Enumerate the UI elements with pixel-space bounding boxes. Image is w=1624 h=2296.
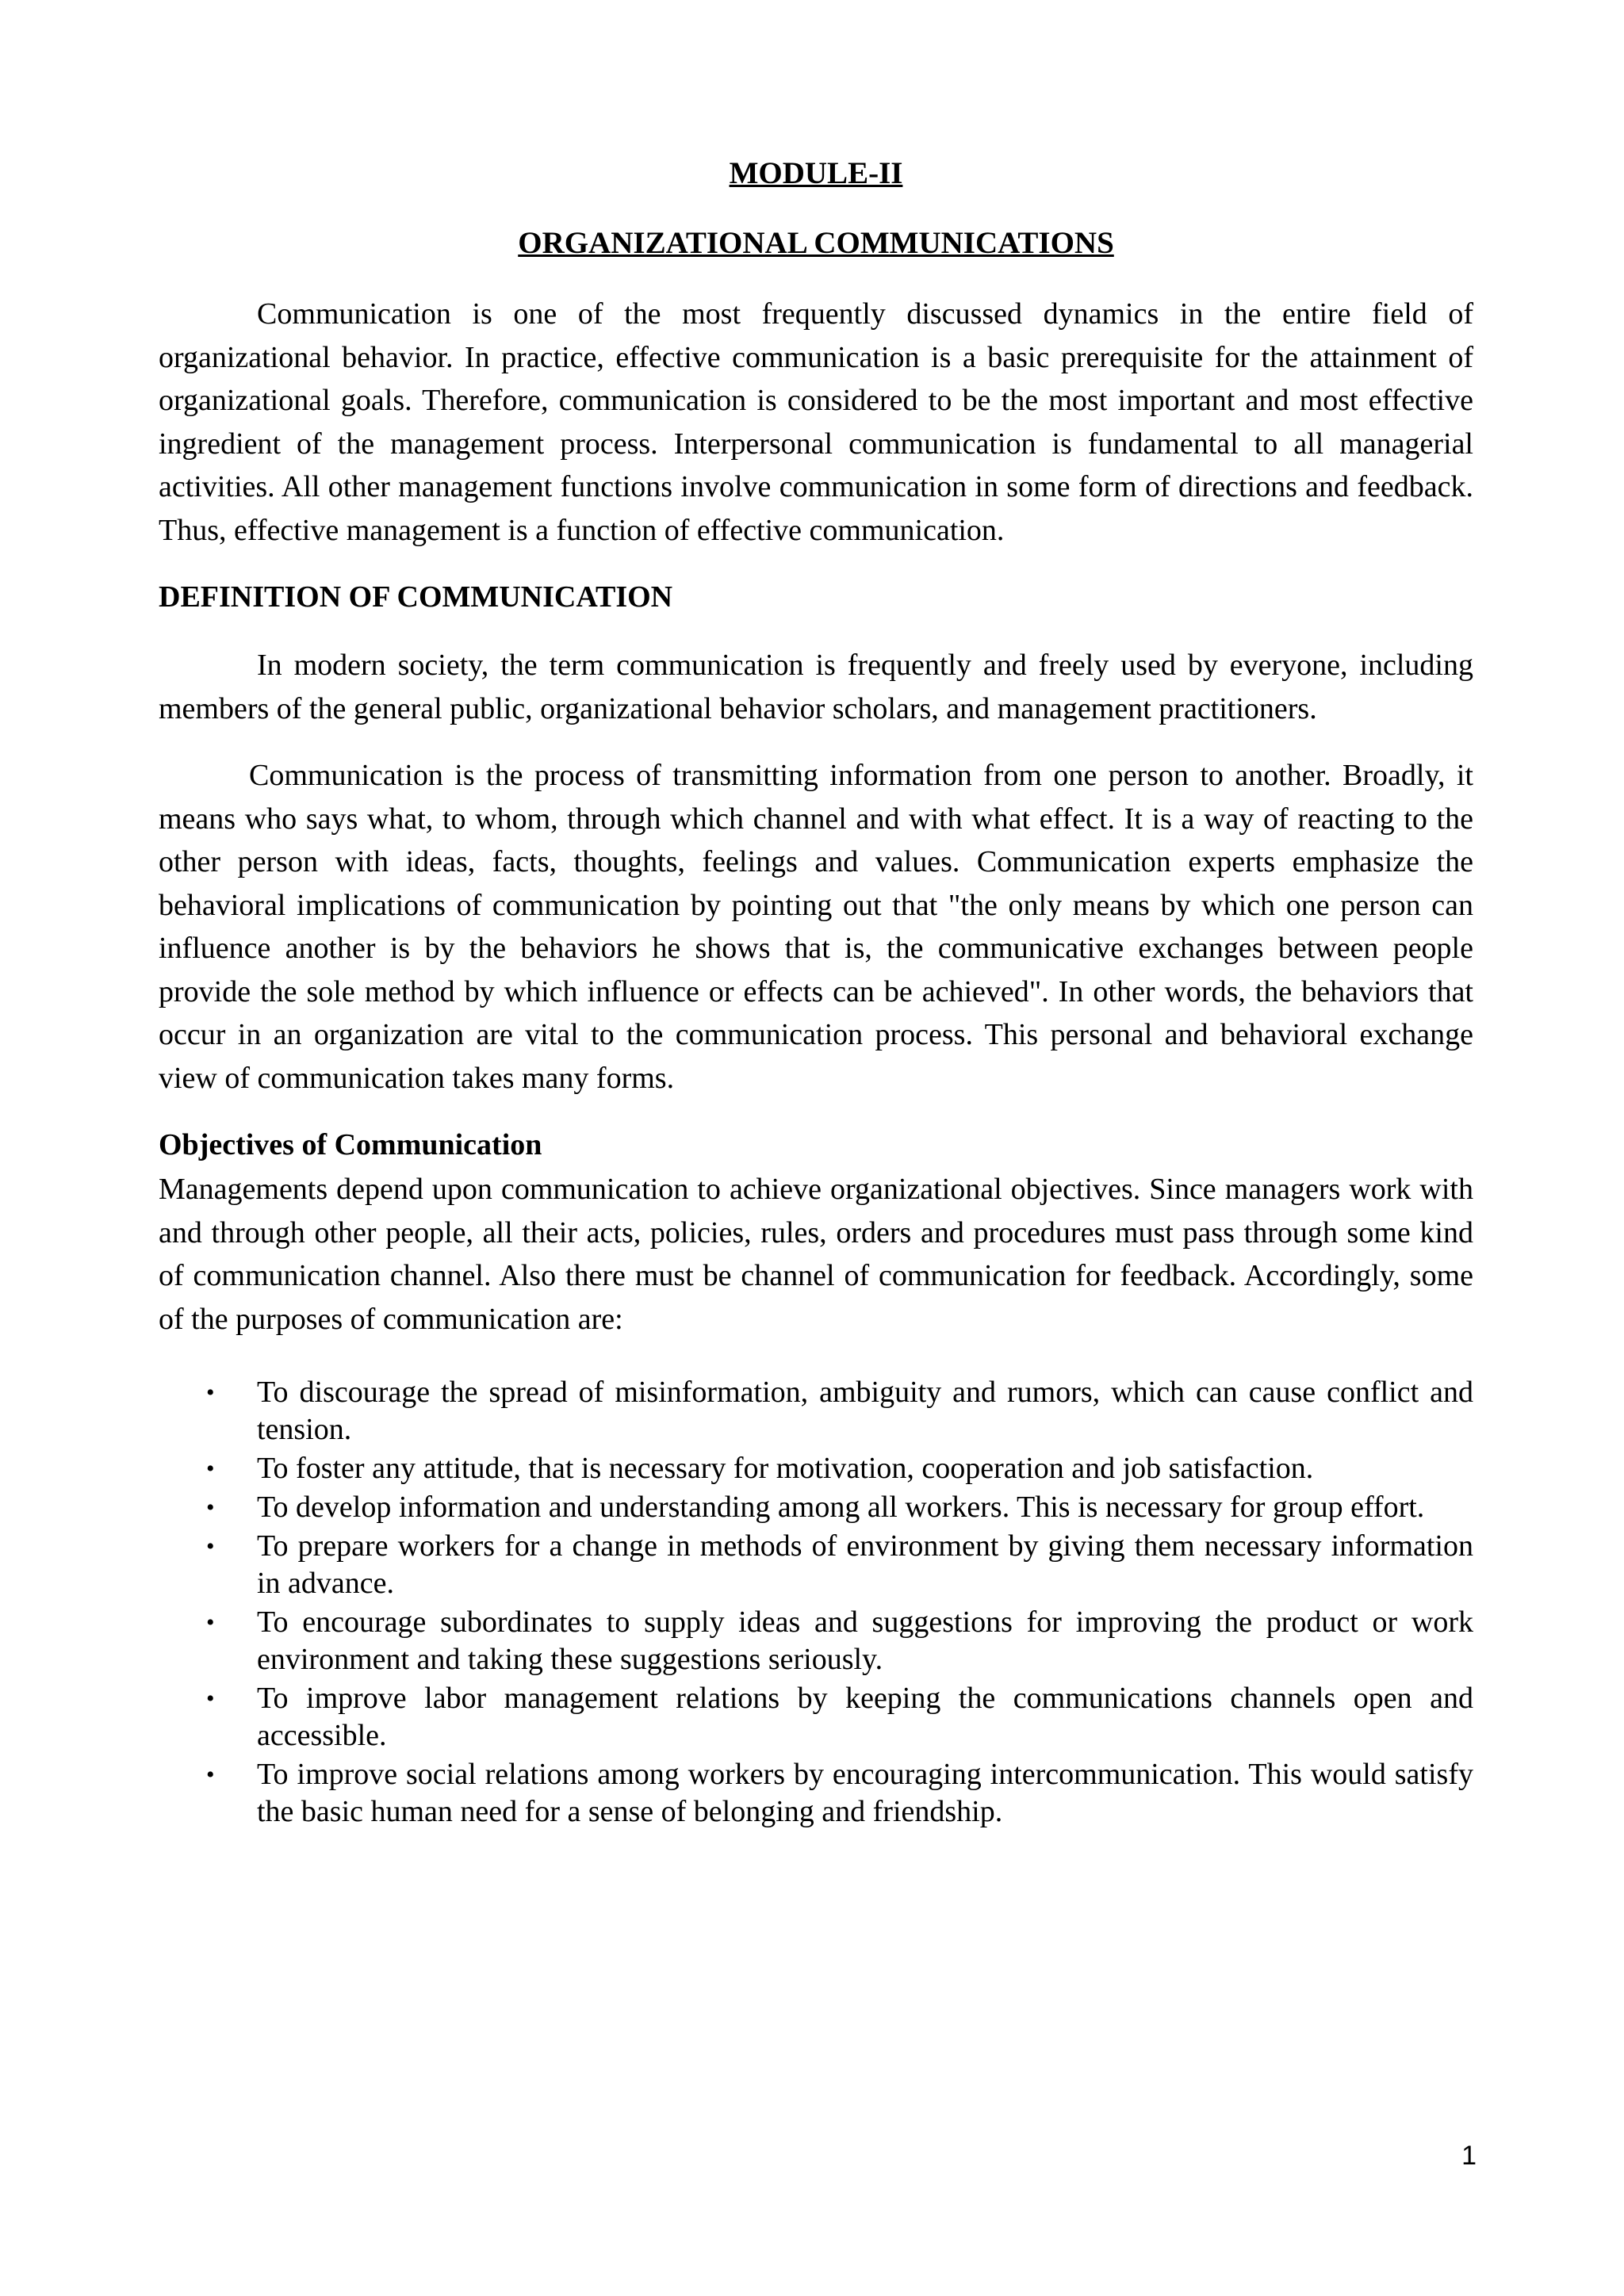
objectives-heading: Objectives of Communication — [159, 1128, 542, 1161]
page-title: ORGANIZATIONAL COMMUNICATIONS — [518, 226, 1114, 260]
definition-heading: DEFINITION OF COMMUNICATION — [159, 580, 673, 614]
document-page — [159, 155, 1473, 1832]
bullet-icon: • — [206, 1494, 215, 1521]
definition-paragraph-1: In modern society, the term communication is frequently and freely used by everyone, including members of the general public, organizational behavior scholars, and management practitioners. — [159, 649, 1473, 725]
page-number: 1 — [1461, 2141, 1477, 2171]
list-item-text: To discourage the spread of misinformation, ambiguity and rumors, which can cause conflict and tension. — [257, 1376, 1473, 1446]
list-item — [159, 1374, 1473, 1448]
bullet-icon: • — [206, 1456, 215, 1482]
bullet-icon: • — [206, 1533, 215, 1559]
module-title: MODULE-II — [729, 156, 903, 190]
list-item — [159, 1489, 1473, 1526]
list-item — [159, 1756, 1473, 1831]
bullet-icon: • — [206, 1380, 215, 1406]
objectives-paragraph: Managements depend upon communication to achieve organizational objectives. Since managers work with and through other people, all their acts, policies, rules, orders and procedures must pass through some kind of communication channel. Also there must be channel of communication for feedback. Accordingly, some of the purposes of communication are: — [159, 1173, 1473, 1336]
list-item — [159, 1680, 1473, 1755]
bullet-icon: • — [206, 1686, 215, 1712]
list-item — [159, 1528, 1473, 1602]
definition-paragraph-2: Communication is the process of transmitting information from one person to another. Broadly, it means who says what, to whom, through which channel and with what effect. It is a way of reacting to the other person with ideas, facts, thoughts, feelings and values. Communication experts emphasize the behavioral implications of communication by pointing out that "the only means by which one person can influence another is by the behaviors he shows that is, the communicative exchanges between people provide the sole method by which influence or effects can be achieved". In other words, the behaviors that occur in an organization are vital to the communication process. This personal and behavioral exchange view of communication takes many forms. — [159, 759, 1473, 1095]
list-item-text: To develop information and understanding among all workers. This is necessary for group effort. — [257, 1490, 1425, 1524]
list-item-text: To foster any attitude, that is necessary for motivation, cooperation and job satisfaction. — [257, 1452, 1314, 1485]
bullet-icon: • — [206, 1762, 215, 1788]
list-item-text: To encourage subordinates to supply ideas and suggestions for improving the product or work environment and taking these suggestions seriously. — [257, 1605, 1473, 1676]
list-item-text: To improve social relations among workers by encouraging intercommunication. This would satisfy the basic human need for a sense of belonging and friendship. — [257, 1758, 1473, 1828]
list-item — [159, 1604, 1473, 1678]
bullet-icon: • — [206, 1609, 215, 1636]
list-item-text: To prepare workers for a change in methods of environment by giving them necessary information in advance. — [257, 1529, 1473, 1600]
objectives-list — [159, 1374, 1473, 1831]
list-item — [159, 1450, 1473, 1487]
intro-paragraph: Communication is one of the most frequently discussed dynamics in the entire field of organizational behavior. In practice, effective communication is a basic prerequisite for the attainment of organizational goals. Therefore, communication is considered to be the most important and most effective ingredient of the management process. Interpersonal communication is fundamental to all managerial activities. All other management functions involve communication in some form of directions and feedback. Thus, effective management is a function of effective communication. — [159, 297, 1473, 547]
list-item-text: To improve labor management relations by keeping the communications channels open and accessible. — [257, 1682, 1473, 1752]
